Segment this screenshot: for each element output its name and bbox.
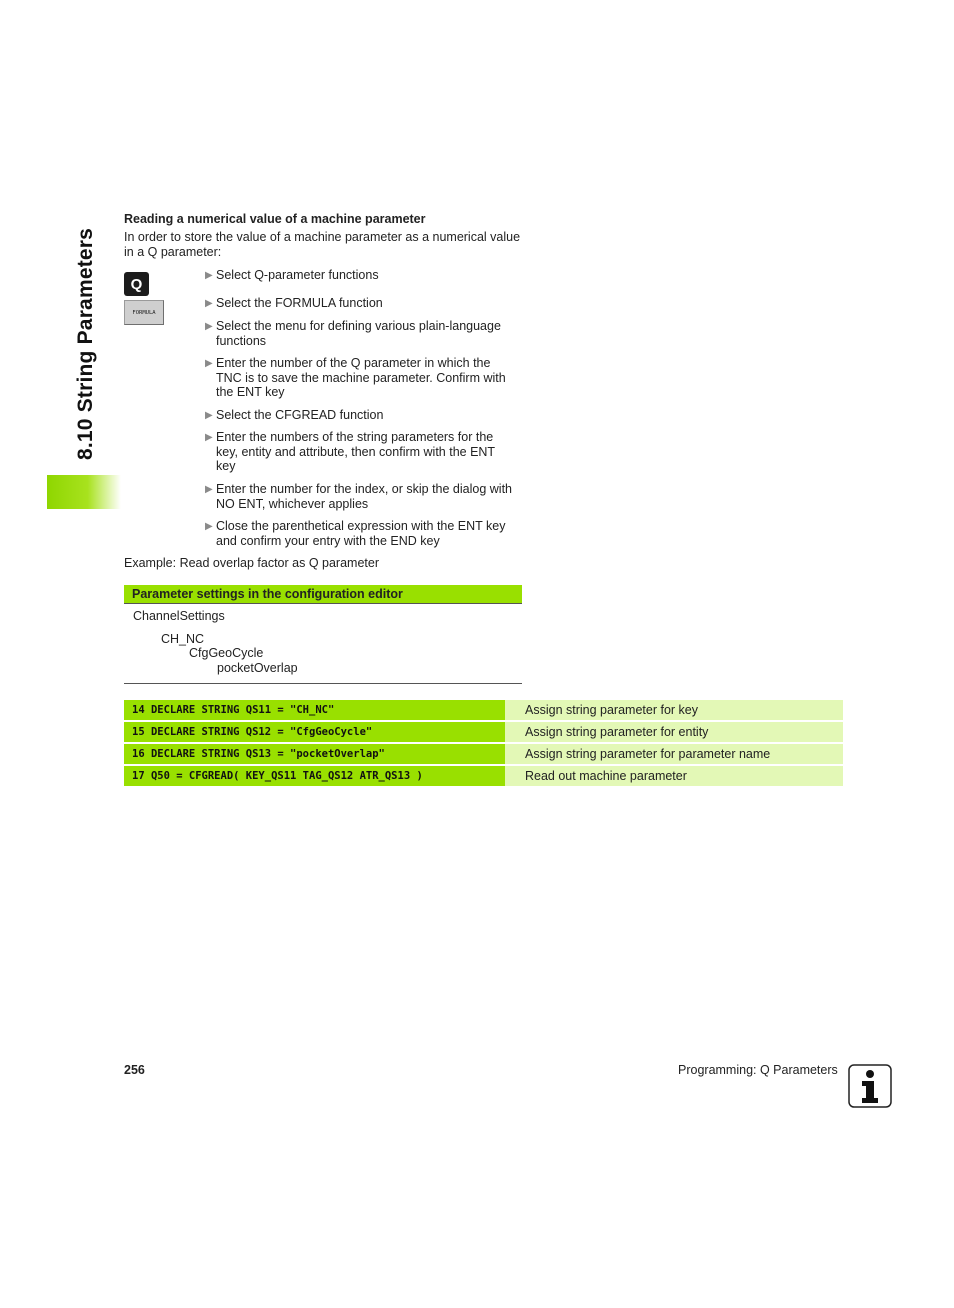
chapter-tab-marker	[47, 475, 121, 509]
q-key-label: Q	[130, 275, 143, 293]
chapter-side-title: 8.10 String Parameters	[74, 227, 97, 460]
triangle-right-icon: ▶	[205, 298, 213, 309]
section-intro: In order to store the value of a machine parameter as a numerical value in a Q parameter:	[124, 230, 521, 259]
code-line: 17 Q50 = CFGREAD( KEY_QS11 TAG_QS12 ATR_QS13 )	[124, 766, 505, 786]
step-text: Select Q-parameter functions	[216, 268, 379, 282]
triangle-right-icon: ▶	[205, 410, 213, 421]
step-item	[205, 482, 523, 511]
triangle-right-icon: ▶	[205, 432, 213, 443]
code-description: Assign string parameter for parameter name	[505, 744, 843, 764]
step-text-continued: key, entity and attribute, then confirm with the ENT	[216, 444, 496, 459]
step-text: Enter the number for the index, or skip the dialog with	[216, 482, 512, 496]
code-description: Assign string parameter for key	[505, 700, 843, 720]
code-description: Read out machine parameter	[505, 766, 843, 786]
step-text: Close the parenthetical expression with the ENT key	[216, 519, 506, 533]
info-icon	[848, 1064, 892, 1108]
param-table-header: Parameter settings in the configuration editor	[124, 585, 522, 604]
formula-softkey-icon	[124, 300, 164, 325]
step-text-continued: NO ENT, whichever applies	[216, 496, 369, 511]
step-item	[205, 519, 523, 548]
page-number: 256	[124, 1063, 145, 1077]
section-heading: Reading a numerical value of a machine parameter	[124, 212, 426, 226]
triangle-right-icon: ▶	[205, 321, 213, 332]
param-line-level3: pocketOverlap	[217, 661, 298, 675]
triangle-right-icon: ▶	[205, 270, 213, 281]
step-text: Enter the number of the Q parameter in which the	[216, 356, 491, 370]
step-item	[205, 296, 523, 311]
code-line: 14 DECLARE STRING QS11 = "CH_NC"	[124, 700, 505, 720]
step-item	[205, 356, 523, 400]
param-line-level0: ChannelSettings	[133, 609, 225, 623]
example-caption: Example: Read overlap factor as Q parameter	[124, 556, 379, 570]
code-line: 16 DECLARE STRING QS13 = "pocketOverlap"	[124, 744, 505, 764]
step-text-continued: the ENT key	[216, 385, 285, 399]
step-text: Enter the numbers of the string parameters for the	[216, 430, 494, 444]
param-line-level1: CH_NC	[161, 632, 205, 646]
code-description: Assign string parameter for entity	[505, 722, 843, 742]
param-line-level2: CfgGeoCycle	[189, 646, 264, 660]
step-text-continued: TNC is to save the machine parameter. Confirm with	[216, 370, 506, 385]
code-line: 15 DECLARE STRING QS12 = "CfgGeoCycle"	[124, 722, 505, 742]
step-text-continued: and confirm your entry with the END key	[216, 533, 440, 548]
step-text: Select the CFGREAD function	[216, 408, 384, 422]
step-text-continued: key	[216, 459, 236, 473]
step-text-continued: functions	[216, 333, 267, 348]
triangle-right-icon: ▶	[205, 521, 213, 532]
step-item	[205, 408, 523, 423]
step-item	[205, 430, 523, 474]
q-key-icon	[124, 272, 149, 296]
footer-title: Programming: Q Parameters	[678, 1063, 838, 1077]
formula-softkey-label: FORMULA	[132, 309, 156, 316]
step-text: Select the menu for defining various plain-language	[216, 319, 501, 333]
param-table-bottom-rule	[124, 683, 522, 684]
step-item	[205, 268, 523, 283]
triangle-right-icon: ▶	[205, 484, 213, 495]
step-item	[205, 319, 523, 348]
triangle-right-icon: ▶	[205, 358, 213, 369]
step-text: Select the FORMULA function	[216, 296, 383, 310]
